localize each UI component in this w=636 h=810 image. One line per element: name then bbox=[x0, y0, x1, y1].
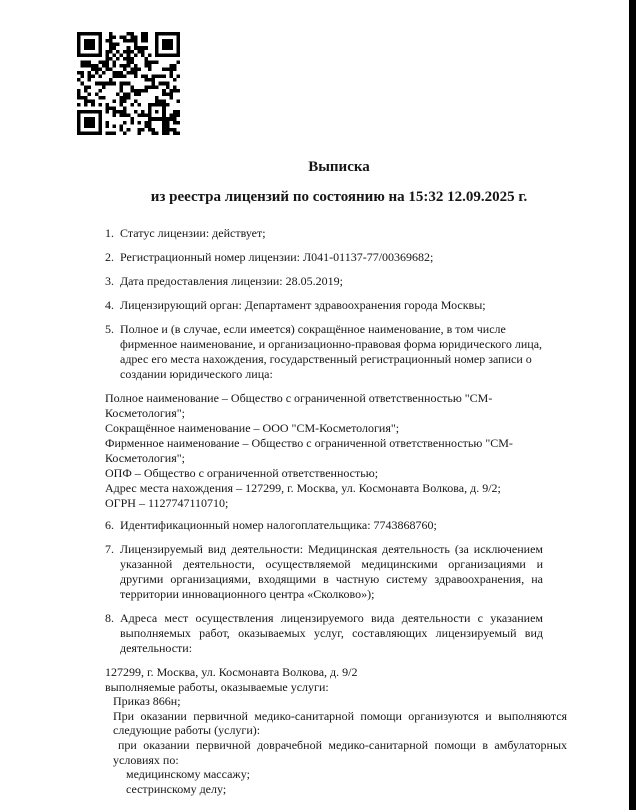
activity-address-block bbox=[105, 665, 568, 796]
item-text: Регистрационный номер лицензии: Л041-01137-77/00369682; bbox=[120, 250, 434, 264]
activity-service-line: сестринскому делу; bbox=[126, 781, 227, 796]
page-title: Выписка bbox=[308, 159, 370, 175]
org-detail-line: Полное наименование – Общество с ограниченной ответственностью "СМ-Косметология"; bbox=[105, 391, 493, 420]
org-detail-line: Адрес места нахождения – 127299, г. Москва, ул. Космонавта Волкова, д. 9/2; bbox=[105, 481, 501, 495]
document-title-block bbox=[120, 158, 558, 206]
org-details bbox=[105, 391, 543, 511]
activity-line: при оказании первичной доврачебной медико-санитарной помощи в амбулаторных bbox=[118, 737, 568, 752]
item-text: Дата предоставления лицензии: 28.05.2019; bbox=[120, 274, 343, 288]
org-detail-line: ОПФ – Общество с ограниченной ответственностью; bbox=[105, 466, 379, 480]
license-items-continued bbox=[105, 518, 543, 656]
item-text: Идентификационный номер налогоплательщика: 7743868760; bbox=[120, 518, 437, 532]
activity-line: условиях по: bbox=[113, 752, 179, 767]
org-detail-line: Сокращённое наименование – ООО "СМ-Косметология"; bbox=[105, 421, 400, 435]
item-number: 3. bbox=[105, 274, 114, 288]
page-subtitle: из реестра лицензий по состоянию на 15:32 12.09.2025 г. bbox=[150, 189, 528, 205]
item-number: 1. bbox=[105, 226, 114, 240]
item-text: Лицензирующий орган: Департамент здравоохранения города Москвы; bbox=[120, 298, 486, 312]
document-body bbox=[105, 0, 568, 796]
activity-line: При оказании первичной медико-санитарной помощи организуются и выполняются bbox=[113, 708, 568, 723]
org-detail-line: ОГРН – 1127747110710; bbox=[105, 496, 229, 510]
org-detail-line: Фирменное наименование – Общество с ограниченной ответственностью "СМ-Косметология"; bbox=[105, 436, 513, 465]
activity-service-line: медицинскому массажу; bbox=[126, 767, 250, 782]
activity-address-line: 127299, г. Москва, ул. Космонавта Волкова, д. 9/2 bbox=[105, 665, 358, 679]
item-number: 6. bbox=[105, 518, 114, 532]
item-number: 7. bbox=[105, 542, 114, 556]
item-number: 2. bbox=[105, 250, 114, 264]
scan-edge-artifact bbox=[629, 0, 636, 810]
list-item bbox=[105, 274, 543, 289]
activity-works-header: выполняемые работы, оказываемые услуги: bbox=[105, 679, 329, 694]
list-item bbox=[105, 322, 543, 382]
item-text: Лицензируемый вид деятельности: Медицинская деятельность (за исключением указанной деятельности, осуществляемой медицинскими организациями и другими организациями, входящими в частную систему здравоохранения, на территории инновационного центра «Сколково»); bbox=[120, 542, 543, 601]
item-number: 8. bbox=[105, 611, 114, 625]
item-text: Адреса мест осуществления лицензируемого вида деятельности с указанием выполняемых работ, оказываемых услуг, составляющих лицензируемый вид деятельности: bbox=[120, 611, 543, 655]
item-text: Полное и (в случае, если имеется) сокращённое наименование, в том числе фирменное наименование, и организационно-правовая форма юридического лица, адрес его места нахождения, государственный регистрационный номер записи о создании юридического лица: bbox=[120, 322, 543, 381]
activity-line: следующие работы (услуги): bbox=[113, 723, 261, 738]
item-number: 4. bbox=[105, 298, 114, 312]
list-item bbox=[105, 518, 543, 533]
activity-order-line: Приказ 866н; bbox=[113, 694, 181, 709]
license-items bbox=[105, 226, 543, 382]
item-number: 5. bbox=[105, 322, 114, 336]
list-item bbox=[105, 226, 543, 241]
list-item bbox=[105, 542, 543, 602]
item-text: Статус лицензии: действует; bbox=[120, 226, 266, 240]
list-item bbox=[105, 250, 543, 265]
list-item bbox=[105, 298, 543, 313]
list-item bbox=[105, 611, 543, 656]
